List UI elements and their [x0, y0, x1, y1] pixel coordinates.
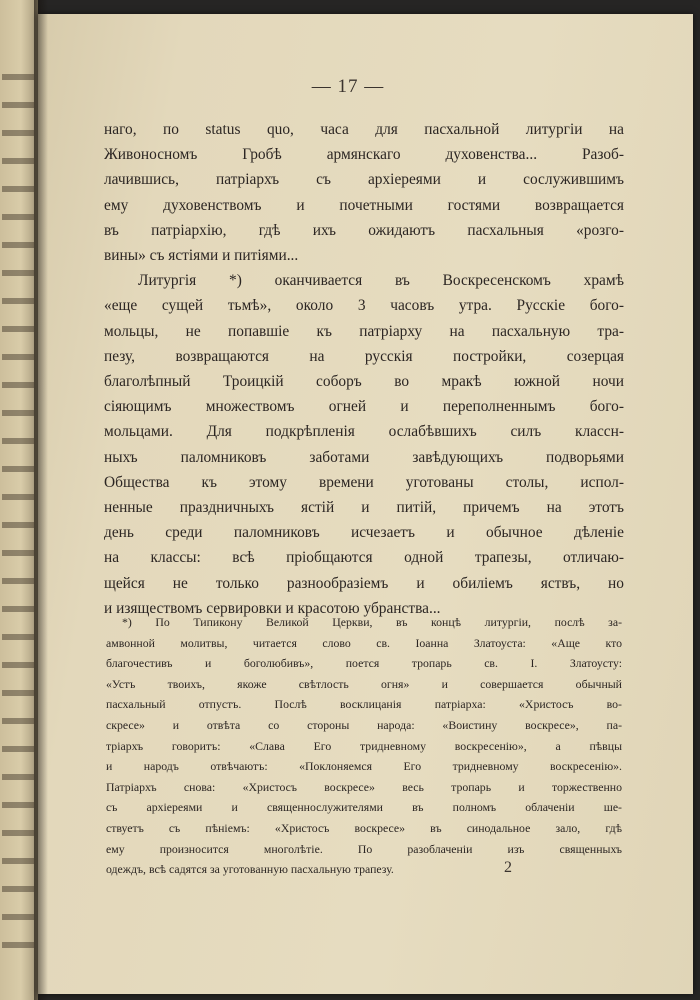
footnote-line: съ архіереями и священнослужителями въ полномъ облаченіи ше- [106, 800, 622, 815]
footnote-line: ему произносится многолѣтіе. По разоблаченіи изъ священныхъ [106, 841, 622, 856]
text-line: Литургія *) оканчивается въ Воскресенскомъ храмѣ [138, 272, 624, 290]
text-line: мольцы, не попавшіе къ патріарху на пасхальную тра- [104, 322, 624, 340]
footnote-line: Патріархъ снова: «Христосъ воскресе» весь тропарь и торжественно [106, 779, 622, 794]
previous-page-edge [0, 0, 38, 1000]
text-line: ныхъ паломниковъ заботами завѣдующихъ подворьями [104, 448, 624, 466]
footnote-line: *) По Типикону Великой Церкви, въ концѣ литургіи, послѣ за- [122, 615, 622, 629]
text-line: сіяющимъ множествомъ огней и переполненнымъ бого- [104, 398, 624, 416]
footnote-line: и народъ отвѣчаютъ: «Поклоняемся Его тридневному воскресенію». [106, 759, 622, 774]
text-line: ему духовенствомъ и почетными гостями возвращается [104, 196, 624, 214]
text-line: вины» съ ястіями и питіями... [104, 247, 299, 265]
text-line: ненные праздничныхъ ястій и питій, причемъ на этотъ [104, 499, 624, 517]
text-line: щейся не только разнообразіемъ и обиліемъ яствъ, но [104, 574, 624, 592]
text-line: мольцами. Для подкрѣпленія ослабѣвшихъ силъ классн- [104, 423, 624, 441]
previous-page-text-fragment [2, 60, 34, 960]
text-line: лачившись, патріархъ съ архіереями и сослужившимъ [104, 171, 624, 189]
text-line: Живоносномъ Гробѣ армянскаго духовенства... Разоб- [104, 146, 624, 164]
footnote-line: скресе» и отвѣта со стороны народа: «Воистину воскресе», па- [106, 717, 622, 732]
book-page [38, 14, 693, 994]
text-line: день среди паломниковъ исчезаетъ и обычное дѣленіе [104, 524, 624, 542]
footnote-line: пасхальный отпустъ. Послѣ восклицанія патріарха: «Христосъ во- [106, 697, 622, 712]
printer-signature-mark: 2 [504, 859, 512, 876]
text-line: Общества къ этому времени уготованы столы, испол- [104, 473, 624, 491]
text-line: и изяществомъ сервировки и красотою убранства... [104, 599, 441, 617]
text-line: «еще сущей тьмѣ», около 3 часовъ утра. Русскіе бого- [104, 297, 624, 315]
footnote-line: тріархъ говоритъ: «Слава Его тридневному воскресенію», а пѣвцы [106, 738, 622, 753]
footnote-line: одеждъ, всѣ садятся за уготованную пасхальную трапезу. [106, 862, 394, 877]
footnote-line: благочестивъ и боголюбивъ», поется тропарь св. І. Златоусту: [106, 656, 622, 671]
text-line: благолѣпный Троицкій соборъ во мракѣ южной ночи [104, 373, 624, 391]
footnote [106, 612, 622, 880]
text-line: на классы: всѣ пріобщаются одной трапезы, отличаю- [104, 549, 624, 567]
main-text [104, 117, 624, 621]
footnote-line: ствуетъ съ пѣніемъ: «Христосъ воскресе» въ синодальное зало, гдѣ [106, 820, 622, 835]
book-gutter-shadow [34, 0, 48, 1000]
footnote-line: амвонной молитвы, читается слово св. Іоанна Златоуста: «Аще кто [106, 635, 622, 650]
footnote-line: «Устъ твоихъ, якоже свѣтлость огня» и совершается обычный [106, 676, 622, 691]
page-number: — 17 — [311, 76, 385, 97]
text-line: въ патріархію, гдѣ ихъ ожидаютъ пасхальныя «розго- [104, 221, 624, 239]
text-line: пезу, возвращаются на русскія постройки, созерцая [104, 347, 624, 365]
text-line: наго, по status quo, часа для пасхальной литургіи на [104, 121, 624, 138]
